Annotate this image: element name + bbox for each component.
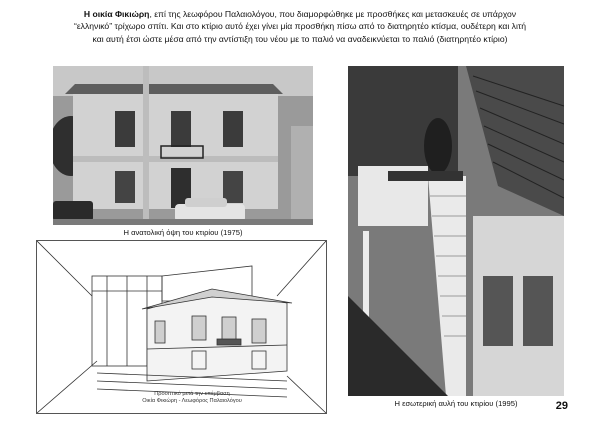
page-number: 29	[555, 400, 568, 412]
east-facade-photo	[53, 66, 313, 225]
drawing-caption-subtitle: Οικία Φικιώρη - Λεωφόρος Παλαιολόγου	[142, 398, 242, 404]
east-view-caption: Η ανατολική όψη του κτιρίου (1975)	[123, 228, 243, 237]
intro-bold: Η οικία Φικιώρη	[83, 9, 150, 19]
drawing-caption-title: Προοπτικό μετά την επέμβαση	[154, 391, 230, 397]
perspective-drawing	[36, 240, 327, 414]
intro-line2: “ελληνικό” τρίχωρο σπίτι. Και στο κτίριο αυτό έχει γίνει μία προσθήκη πίσω από το διατηρητέο κτίσμα, ουδέτερη και λιτή	[73, 21, 527, 32]
intro-paragraph	[20, 8, 580, 45]
courtyard-photo	[348, 66, 564, 396]
courtyard-caption: Η εσωτερική αυλή του κτιρίου (1995)	[394, 399, 518, 408]
intro-line1: , επί της λεωφόρου Παλαιολόγου, που διαμορφώθηκε με προσθήκες και μετασκευές σε υπάρχον	[149, 9, 517, 19]
intro-line3: και αυτή έτσι ώστε μέσα από την αντίστιξη του νέου με το παλιό να αναδεικνύεται το παλιό (διατηρητέο κτίριο)	[92, 33, 508, 44]
